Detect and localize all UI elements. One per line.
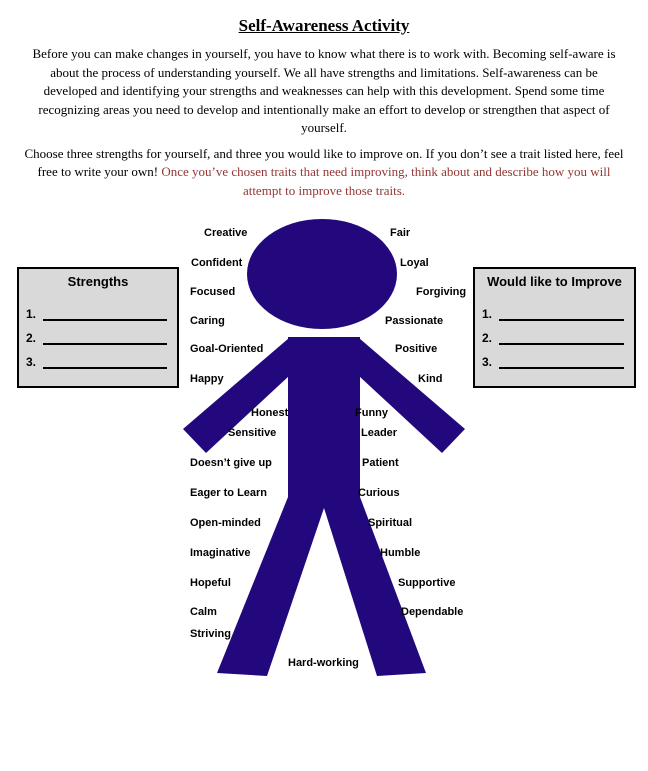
improve-number-2: 2. (482, 331, 493, 345)
trait-happy: Happy (190, 373, 224, 385)
trait-supportive: Supportive (398, 577, 456, 589)
strengths-number-1: 1. (26, 307, 37, 321)
strengths-number-2: 2. (26, 331, 37, 345)
strengths-row-1 (26, 303, 167, 321)
improve-blank-2[interactable] (499, 325, 624, 345)
trait-calm: Calm (190, 606, 217, 618)
instructions-text: Choose three strengths for yourself, and three you would like to improve on. If you don’t see a trait listed here, feel free to write your own! (24, 145, 624, 179)
trait-forgiving: Forgiving (416, 286, 467, 298)
trait-caring: Caring (190, 315, 225, 327)
strengths-box (17, 267, 179, 388)
trait-humble: Humble (380, 547, 421, 559)
intro-paragraph: Before you can make changes in yourself, you have to know what there is to work with. Becoming self-aware is about the process of understanding yourself. We all have strengths and limitations. Self-awareness can be developed and identifying your strengths and weaknesses can help with this development. Spend some time recognizing areas you need to develop and intentionally make an effort to develop or strengthen that aspect of yourself. (32, 46, 616, 135)
strengths-box-title: Strengths (67, 274, 129, 289)
strengths-row-3 (26, 351, 167, 369)
improve-number-3: 3. (482, 355, 493, 369)
trait-curious: Curious (358, 487, 400, 499)
strengths-row-2 (26, 327, 167, 345)
trait-honest: Honest (251, 407, 289, 419)
trait-imaginative: Imaginative (190, 547, 251, 559)
improve-box-title: Would like to Improve (487, 274, 622, 289)
person-head (247, 219, 397, 329)
strengths-blank-2[interactable] (43, 325, 167, 345)
trait-creative: Creative (204, 227, 248, 239)
improve-box (473, 267, 636, 388)
trait-positive: Positive (395, 343, 438, 355)
improve-blank-3[interactable] (499, 349, 624, 369)
page-title: Self-Awareness Activity (238, 16, 410, 35)
trait-open-minded: Open-minded (190, 517, 261, 529)
strengths-blank-3[interactable] (43, 349, 167, 369)
trait-funny: Funny (355, 407, 388, 419)
trait-sensitive: Sensitive (228, 427, 277, 439)
trait-kind: Kind (418, 373, 443, 385)
trait-fair: Fair (390, 227, 411, 239)
trait-patient: Patient (362, 457, 399, 469)
improve-row-2 (482, 327, 624, 345)
improve-row-3 (482, 351, 624, 369)
trait-striving: Striving (190, 628, 231, 640)
trait-leader: Leader (361, 427, 398, 439)
strengths-number-3: 3. (26, 355, 37, 369)
trait-hard-working: Hard-working (288, 657, 359, 669)
trait-spiritual: Spiritual (368, 517, 413, 529)
trait-dependable: Dependable (401, 606, 464, 618)
improve-number-1: 1. (482, 307, 493, 321)
trait-focused: Focused (190, 286, 236, 298)
strengths-blank-1[interactable] (43, 301, 167, 321)
trait-goal-oriented: Goal-Oriented (190, 343, 264, 355)
improve-row-1 (482, 303, 624, 321)
instructions-red-text: Once you’ve chosen traits that need improving, think about and describe how you will attempt to improve those traits. (161, 164, 611, 198)
trait-passionate: Passionate (385, 315, 444, 327)
trait-doesnt-give-up: Doesn’t give up (190, 457, 272, 469)
trait-loyal: Loyal (400, 257, 429, 269)
trait-confident: Confident (191, 257, 243, 269)
trait-eager-to-learn: Eager to Learn (190, 487, 268, 499)
trait-hopeful: Hopeful (190, 577, 231, 589)
improve-blank-1[interactable] (499, 301, 624, 321)
